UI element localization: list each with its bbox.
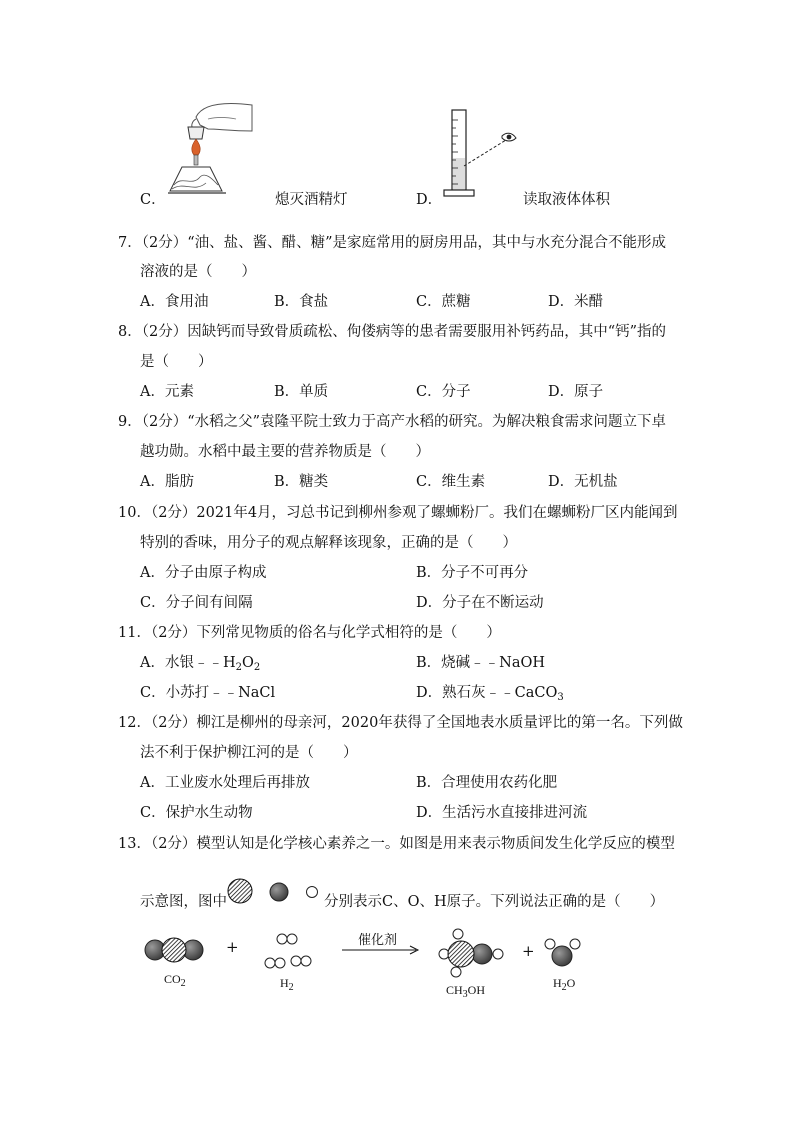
q8-option-c: C．分子 xyxy=(416,384,471,400)
plus-sign-2: + xyxy=(522,942,535,960)
q13-stem-line1: 13．（2分）模型认知是化学核心素养之一。如图是用来表示物质间发生化学反应的模型 xyxy=(118,836,675,852)
q11-option-b: B．烧碱﹣﹣NaOH xyxy=(416,655,546,671)
q7-option-b: B．食盐 xyxy=(274,294,329,310)
hydrogen-atom-icon xyxy=(307,887,318,898)
q7-stem-line1: 7．（2分）“油、盐、酱、醋、糖”是家庭常用的厨房用品，其中与水充分混合不能形成 xyxy=(118,235,667,251)
q7-option-a: A．食用油 xyxy=(140,294,209,310)
q11-option-a: A．水银$﹣﹣H_2O_2$ xyxy=(140,655,261,673)
h2o-molecule xyxy=(544,936,584,970)
q10-stem-line1: 10．（2分）2021年4月，习总书记到柳州参观了螺蛳粉厂。我们在螺蛳粉厂区内能闻到 xyxy=(118,505,678,521)
plus-sign-1: + xyxy=(226,938,239,956)
q8-option-d: D．原子 xyxy=(548,384,604,400)
option-d-letter: D． xyxy=(416,192,443,208)
q11-option-c: C．小苏打﹣﹣NaCl xyxy=(140,685,276,701)
q12-stem-line1: 12．（2分）柳江是柳州的母亲河，2020年获得了全国地表水质量评比的第一名。下列做 xyxy=(118,715,683,731)
q8-stem-line2: 是（ ） xyxy=(140,354,213,370)
q8-option-b: B．单质 xyxy=(274,384,329,400)
q10-option-c: C．分子间有间隔 xyxy=(140,595,253,611)
q7-option-c: C．蔗糖 xyxy=(416,294,471,310)
q12-option-b: B．合理使用农药化肥 xyxy=(416,775,558,791)
atom-legend xyxy=(226,876,322,910)
q7-stem-line2: 溶液的是（ ） xyxy=(140,264,256,280)
q9-stem-line2: 越功勋。水稻中最主要的营养物质是（ ） xyxy=(140,444,430,460)
q8-option-a: A．元素 xyxy=(140,384,194,400)
option-d-caption: 读取液体体积 xyxy=(523,192,610,208)
q9-option-c: C．维生素 xyxy=(416,474,486,490)
catalyst-label: 催化剂 xyxy=(358,933,398,948)
q7-option-d: D．米醋 xyxy=(548,294,604,310)
q9-option-d: D．无机盐 xyxy=(548,474,618,490)
q12-stem-line2: 法不利于保护柳江河的是（ ） xyxy=(140,745,358,761)
ch3oh-label: $CH_3OH$ xyxy=(446,983,486,1000)
co2-label: $CO_2$ xyxy=(164,972,186,989)
extinguish-lamp-figure xyxy=(160,95,255,205)
h2o-label: $H_2O$ xyxy=(553,976,576,993)
q10-stem-line2: 特别的香味，用分子的观点解释该现象，正确的是（ ） xyxy=(140,535,517,551)
option-c-caption: 熄灭酒精灯 xyxy=(275,192,348,208)
carbon-atom-icon xyxy=(228,879,252,903)
ch3oh-molecule xyxy=(436,928,506,980)
q11-stem-line1: 11．（2分）下列常见物质的俗名与化学式相符的是（ ） xyxy=(118,625,501,641)
q12-option-d: D．生活污水直接排进河流 xyxy=(416,805,588,821)
h2-molecules xyxy=(263,932,317,972)
reaction-arrow xyxy=(342,945,422,955)
oxygen-atom-icon xyxy=(270,883,288,901)
q12-option-c: C．保护水生动物 xyxy=(140,805,253,821)
q10-option-d: D．分子在不断运动 xyxy=(416,595,544,611)
q13-stem-line2-end: 分别表示C、O、H原子。下列说法正确的是（ ） xyxy=(324,894,665,910)
q9-option-b: B．糖类 xyxy=(274,474,329,490)
q11-option-d: D．熟石灰﹣﹣CaCO$_3$ xyxy=(416,685,564,703)
co2-molecule xyxy=(143,936,205,964)
q9-option-a: A．脂肪 xyxy=(140,474,194,490)
q9-stem-line1: 9．（2分）“水稻之父”袁隆平院士致力于高产水稻的研究。为解决粮食需求问题立下卓 xyxy=(118,414,667,430)
option-c-letter: C． xyxy=(140,192,166,208)
q8-stem-line1: 8．（2分）因缺钙而导致骨质疏松、佝偻病等的患者需要服用补钙药品，其中“钙”指的 xyxy=(118,324,667,340)
graduated-cylinder-figure xyxy=(440,108,530,208)
q12-option-a: A．工业废水处理后再排放 xyxy=(140,775,310,791)
q10-option-b: B．分子不可再分 xyxy=(416,565,529,581)
h2-label: $H_2$ xyxy=(280,976,294,993)
q13-stem-line2-start: 示意图，图中 xyxy=(140,894,227,910)
q10-option-a: A．分子由原子构成 xyxy=(140,565,267,581)
